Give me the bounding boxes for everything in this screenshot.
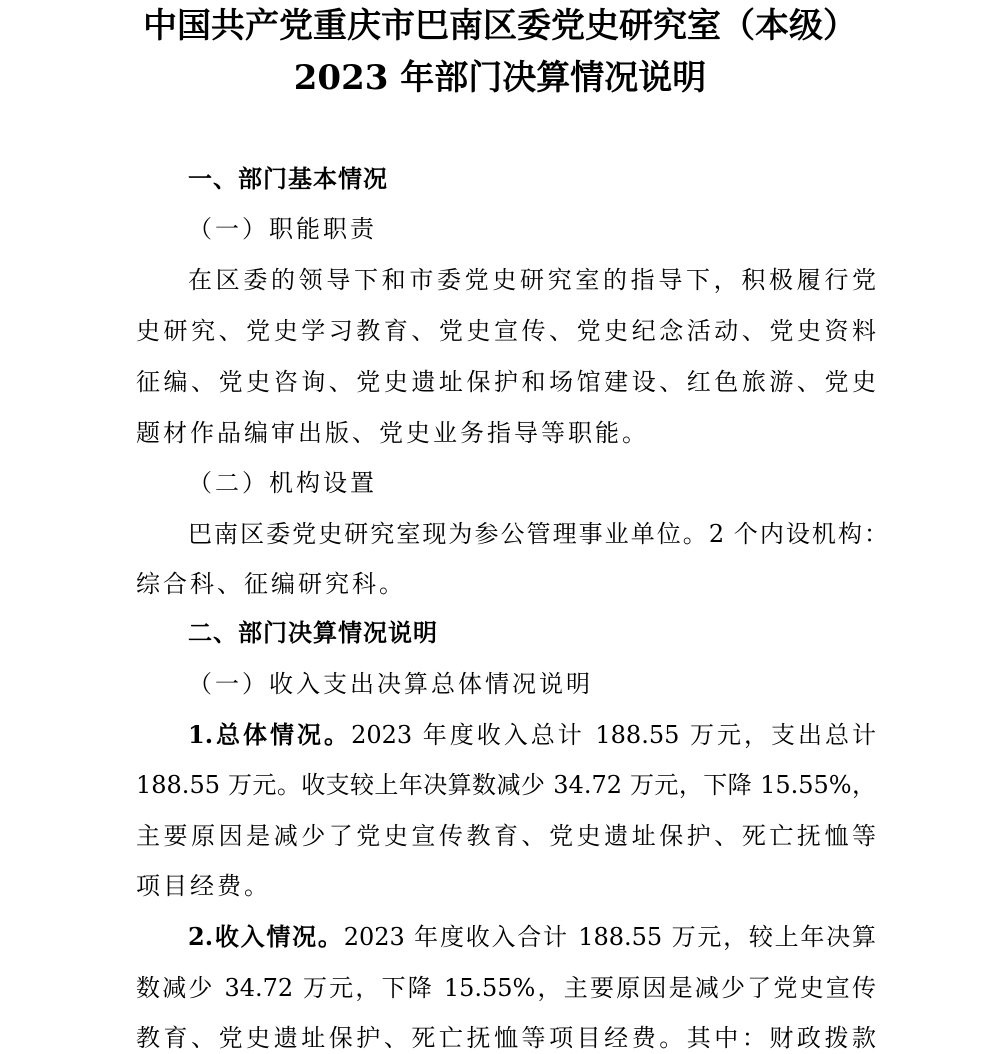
para2-first-line bbox=[188, 921, 876, 953]
para2-lead: 2.收入情况。 bbox=[188, 922, 344, 951]
para1-line: 项目经费。 bbox=[136, 872, 271, 900]
para1-first-line bbox=[188, 719, 876, 751]
section2-heading: 二、部门决算情况说明 bbox=[188, 619, 438, 647]
para1-lead: 1.总体情况。 bbox=[188, 720, 352, 749]
section1-sub1-heading: （一）职能职责 bbox=[188, 215, 377, 243]
para2-line: 数减少 34.72 万元，下降 15.55%，主要原因是减少了党史宣传 bbox=[136, 974, 876, 1002]
section1-sub2-line: 综合科、征编研究科。 bbox=[136, 570, 406, 598]
section1-sub1-line: 史研究、党史学习教育、党史宣传、党史纪念活动、党史资料 bbox=[136, 317, 876, 345]
para2-line: 教育、党史遗址保护、死亡抚恤等项目经费。其中：财政拨款 bbox=[136, 1024, 876, 1052]
section1-sub2-line: 巴南区委党史研究室现为参公管理事业单位。2 个内设机构： bbox=[188, 520, 888, 548]
section1-sub2-heading: （二）机构设置 bbox=[188, 469, 377, 497]
section1-sub1-line: 在区委的领导下和市委党史研究室的指导下，积极履行党 bbox=[188, 266, 876, 294]
section1-sub1-line: 题材作品编审出版、党史业务指导等职能。 bbox=[136, 419, 649, 447]
para2-line1-text: 2023 年度收入合计 188.55 万元，较上年决算 bbox=[343, 923, 876, 951]
para1-line: 188.55 万元。收支较上年决算数减少 34.72 万元，下降 15.55%， bbox=[136, 771, 876, 799]
section1-sub1-line: 征编、党史咨询、党史遗址保护和场馆建设、红色旅游、党史 bbox=[136, 368, 876, 396]
document-title-line2: 2023 年部门决算情况说明 bbox=[293, 58, 707, 98]
para1-line: 主要原因是减少了党史宣传教育、党史遗址保护、死亡抚恤等 bbox=[136, 822, 876, 850]
section2-sub1-heading: （一）收入支出决算总体情况说明 bbox=[188, 670, 593, 698]
document-title-line1: 中国共产党重庆市巴南区委党史研究室（本级） bbox=[143, 6, 857, 46]
section1-heading: 一、部门基本情况 bbox=[188, 165, 388, 193]
para1-line1-text: 2023 年度收入总计 188.55 万元，支出总计 bbox=[351, 721, 876, 749]
